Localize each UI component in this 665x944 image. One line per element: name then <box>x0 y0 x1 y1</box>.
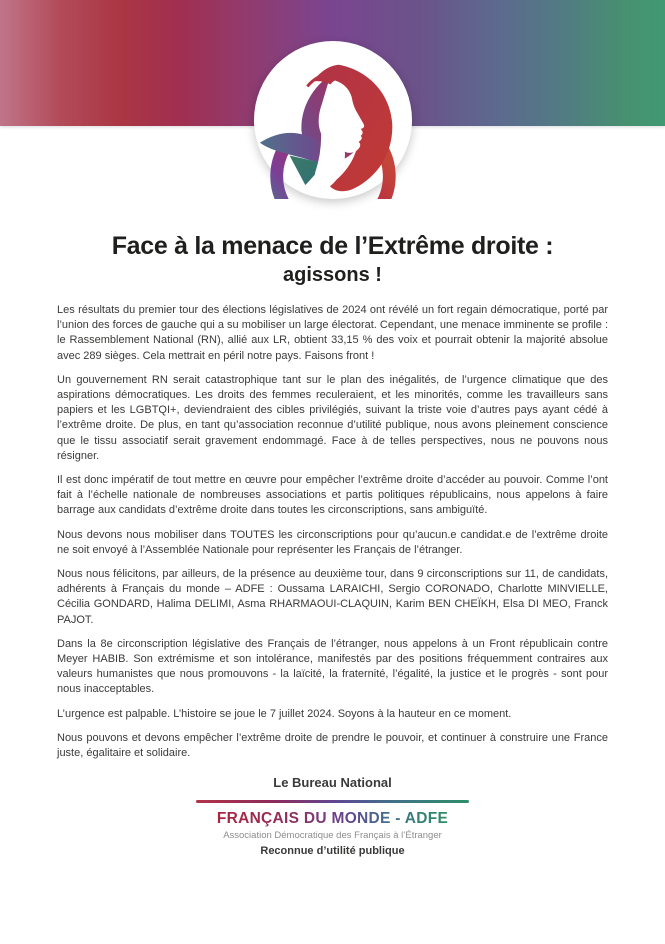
paragraph-1: Les résultats du premier tour des élections législatives de 2024 ont révélé un fort regain démocratique, porté par l’union des forces de gauche qui a su mobiliser un large électorat. Cependant, une menace imminente se profile : le Rassemblement National (RN), allié aux LR, obtient 33,15 % des voix et pourrait obtenir la majorité absolue avec 289 sièges. Cela mettrait en péril notre pays. Faisons front ! <box>57 304 608 362</box>
org-footer <box>57 800 608 857</box>
org-logo-badge <box>254 41 412 199</box>
paragraph-4: Nous devons nous mobiliser dans TOUTES les circonscriptions pour qu’aucun.e candidat.e de l’extrême droite ne soit envoyé à l’Assemblée Nationale pour représenter les Français de l’étranger. <box>57 528 608 556</box>
marianne-logo-icon <box>254 41 412 199</box>
title-line-2: agissons ! <box>283 264 382 286</box>
title-line-1: Face à la menace de l’Extrême droite : <box>111 232 554 260</box>
paragraph-7: L’urgence est palpable. L’histoire se joue le 7 juillet 2024. Soyons à la hauteur en ce moment. <box>57 707 512 720</box>
paragraph-3: Il est donc impératif de tout mettre en œuvre pour empêcher l’extrême droite d’accéder au pouvoir. Comme l’ont fait à l’échelle nationale de nombreuses associations et partis politiques républicains, nous appelons à faire barrage aux candidats d’extrême droite dans toutes les circonscriptions, sans ambiguïté. <box>57 474 608 517</box>
footer-org-name: FRANÇAIS DU MONDE - ADFE <box>216 809 449 827</box>
paragraph-2: Un gouvernement RN serait catastrophique tant sur le plan des inégalités, de l’urgence climatique que des aspirations démocratiques. Les droits des femmes reculeraient, et les minorités, comme les travailleurs sans papiers et les LGBTQI+, deviendraient des cibles privilégiés, suivant la triste voie d’autres pays ayant cédé à l’extrême droite. De plus, en tant qu’association reconnue d’utilité publique, nous avons pleinement conscience que le tissu associatif serait gravement endommagé. Face à de telles perspectives, nous ne pouvons nous résigner. <box>57 373 608 462</box>
statement-body <box>57 231 608 857</box>
footer-org-status: Reconnue d’utilité publique <box>260 844 405 857</box>
paragraph-8: Nous pouvons et devons empêcher l’extrême droite de prendre le pouvoir, et continuer à construire une France juste, égalitaire et solidaire. <box>57 731 608 760</box>
signature-line: Le Bureau National <box>273 775 392 791</box>
page-title <box>57 231 608 288</box>
top-gradient-banner <box>0 0 665 126</box>
footer-org-subtitle: Association Démocratique des Français à l’Étranger <box>223 829 442 841</box>
paragraph-5: Nous nous félicitons, par ailleurs, de la présence au deuxième tour, dans 9 circonscriptions sur 11, de candidats, adhérents à Français du monde – ADFE : Oussama LARAICHI, Sergio CORONADO, Charlotte MINVIELLE, Cécilia GONDARD, Halima DELIMI, Asma RHARMAOUI-CLAQUIN, Karim BEN CHEÏKH, Elsa DI MEO, Franck PAJOT. <box>57 568 608 626</box>
paragraph-6: Dans la 8e circonscription législative des Français de l’étranger, nous appelons à un Front républicain contre Meyer HABIB. Son extrémisme et son intolérance, manifestés par des positions fréquemment contraires aux valeurs humanistes que nous promouvons - la laïcité, la fraternité, l’égalité, la justice et le progrès - sont pour nous inacceptables. <box>57 637 608 696</box>
